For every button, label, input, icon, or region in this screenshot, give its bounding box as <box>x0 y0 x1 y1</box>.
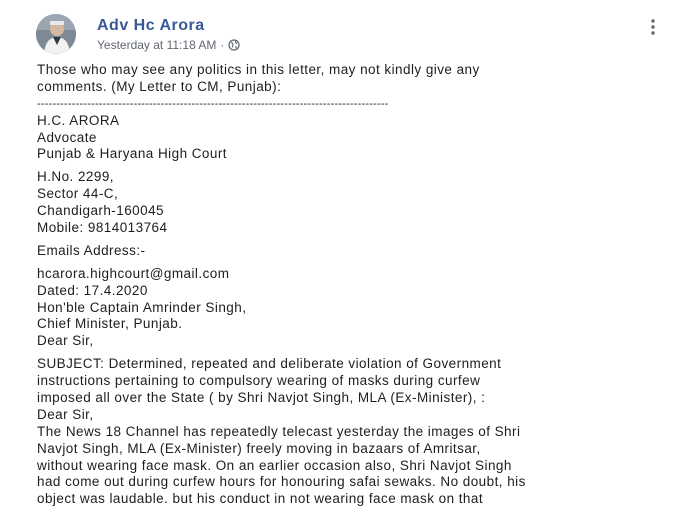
post-header <box>36 14 668 58</box>
sender-court: Punjab & Haryana High Court <box>37 146 227 162</box>
address-line: H.No. 2299, <box>37 169 114 185</box>
address-line: Sector 44-C, <box>37 186 119 202</box>
more-options-icon[interactable] <box>642 16 664 38</box>
post-meta <box>97 38 240 52</box>
post-text <box>37 62 662 508</box>
paragraph-line: without wearing face mask. On an earlier occasion also, Shri Navjot Singh <box>37 457 512 473</box>
emails-label: Emails Address:- <box>37 242 146 258</box>
globe-icon[interactable] <box>228 39 240 51</box>
paragraph-line: Navjot Singh, MLA (Ex-Minister) freely moving in bazaars of Amritsar, <box>37 440 481 456</box>
recipient-line: Chief Minister, Punjab. <box>37 316 183 332</box>
date-line: Dated: 17.4.2020 <box>37 282 148 298</box>
address-line: Chandigarh-160045 <box>37 203 164 219</box>
paragraph-line: object was laudable. but his conduct in not wearing face mask on that <box>37 491 484 507</box>
avatar[interactable] <box>36 14 76 54</box>
intro-line: Those who may see any politics in this letter, may not kindly give any <box>37 62 480 77</box>
sender-title: Advocate <box>37 129 97 145</box>
paragraph-line: The News 18 Channel has repeatedly telecast yesterday the images of Shri <box>37 423 521 439</box>
paragraph-line: had come out during curfew hours for honouring safai sewaks. No doubt, his <box>37 474 526 490</box>
post-timestamp[interactable]: Yesterday at 11:18 AM <box>97 38 217 52</box>
avatar-image <box>36 14 76 54</box>
author-name[interactable]: Adv Hc Arora <box>97 17 205 34</box>
sender-name: H.C. ARORA <box>37 112 120 128</box>
salutation: Dear Sir, <box>37 406 94 422</box>
recipient-line: Hon'ble Captain Amrinder Singh, <box>37 299 247 315</box>
subject-line: imposed all over the State ( by Shri Navjot Singh, MLA (Ex-Minister), : <box>37 390 486 406</box>
subject-line: instructions pertaining to compulsory wearing of masks during curfew <box>37 373 481 389</box>
salutation: Dear Sir, <box>37 333 94 349</box>
email-line: hcarora.highcourt@gmail.com <box>37 265 230 281</box>
mobile-line: Mobile: 9814013764 <box>37 220 168 236</box>
intro-line: comments. (My Letter to CM, Punjab): <box>37 78 282 94</box>
divider-line: ------------------------------------------------------------------------------------------- <box>37 97 389 110</box>
meta-separator: · <box>220 38 225 52</box>
subject-line: SUBJECT: Determined, repeated and deliberate violation of Government <box>37 356 502 372</box>
